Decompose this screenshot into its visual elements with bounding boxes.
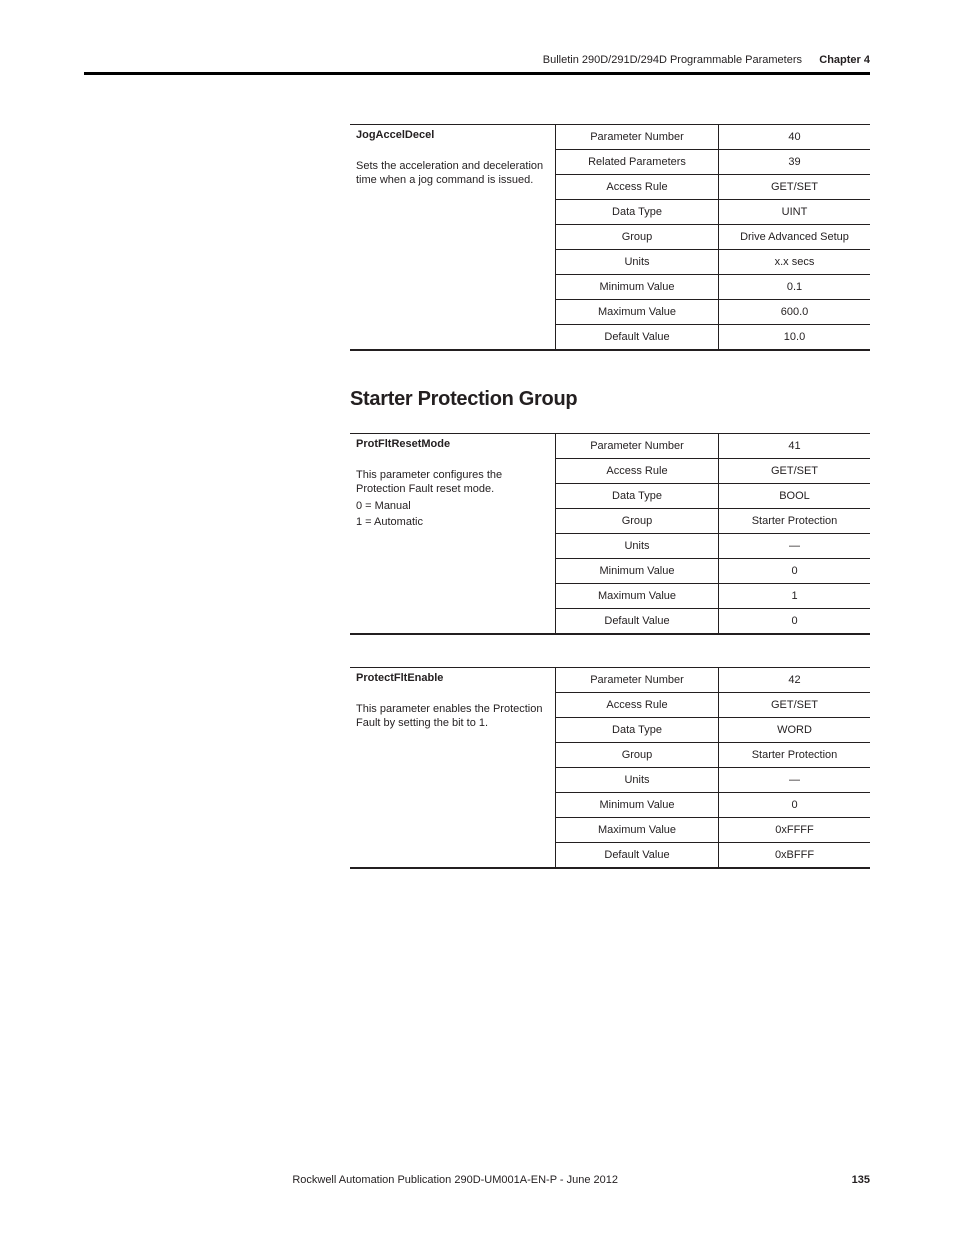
row-value: 42 bbox=[719, 668, 871, 693]
row-value: — bbox=[719, 534, 871, 559]
row-value: Starter Protection bbox=[719, 743, 871, 768]
param-table-protectfltenable bbox=[350, 667, 870, 869]
row-label: Parameter Number bbox=[556, 668, 719, 693]
row-label: Access Rule bbox=[556, 459, 719, 484]
row-label: Default Value bbox=[556, 325, 719, 351]
row-value: 10.0 bbox=[783, 331, 806, 343]
row-value: 0xBFFF bbox=[774, 849, 815, 861]
row-label: Minimum Value bbox=[556, 559, 719, 584]
row-value: GET/SET bbox=[719, 175, 871, 200]
row-label: Units bbox=[556, 768, 719, 793]
row-value: GET/SET bbox=[719, 693, 871, 718]
row-value: 1 bbox=[719, 584, 871, 609]
row-value: WORD bbox=[719, 718, 871, 743]
row-label: Units bbox=[556, 534, 719, 559]
row-value: 0 bbox=[719, 559, 871, 584]
row-value: BOOL bbox=[719, 484, 871, 509]
row-value: Starter Protection bbox=[719, 509, 871, 534]
row-value: 40 bbox=[719, 125, 871, 150]
param-description: This parameter configures the Protection Fault reset mode. bbox=[356, 469, 503, 495]
row-label: Group bbox=[556, 743, 719, 768]
param-description: This parameter enables the Protection Fault by setting the bit to 1. bbox=[356, 703, 543, 729]
row-value: GET/SET bbox=[719, 459, 871, 484]
row-value: 600.0 bbox=[719, 300, 871, 325]
page-number: 135 bbox=[851, 1174, 870, 1186]
row-label: Maximum Value bbox=[556, 818, 719, 843]
param-option: 0 = Manual bbox=[356, 500, 411, 512]
row-value: 0 bbox=[791, 615, 798, 627]
row-label: Parameter Number bbox=[556, 434, 719, 459]
param-table-protfltresetmode bbox=[350, 433, 870, 635]
row-label: Parameter Number bbox=[556, 125, 719, 150]
row-value: 41 bbox=[719, 434, 871, 459]
row-value: UINT bbox=[719, 200, 871, 225]
row-value: — bbox=[719, 768, 871, 793]
row-label: Data Type bbox=[556, 718, 719, 743]
row-label: Data Type bbox=[556, 484, 719, 509]
header-chapter: Chapter 4 bbox=[819, 54, 870, 66]
param-description: Sets the acceleration and deceleration time when a jog command is issued. bbox=[356, 160, 544, 186]
row-label: Group bbox=[556, 509, 719, 534]
row-value: 0xFFFF bbox=[719, 818, 871, 843]
row-label: Group bbox=[556, 225, 719, 250]
param-option: 1 = Automatic bbox=[356, 516, 423, 528]
row-label: Access Rule bbox=[556, 175, 719, 200]
row-value: x.x secs bbox=[719, 250, 871, 275]
row-label: Minimum Value bbox=[556, 275, 719, 300]
footer-publication: Rockwell Automation Publication 290D-UM001A-EN-P - June 2012 bbox=[292, 1174, 618, 1186]
row-label: Default Value bbox=[556, 843, 719, 869]
param-table-jogacceldecel bbox=[350, 124, 870, 351]
row-label: Maximum Value bbox=[556, 584, 719, 609]
row-label: Related Parameters bbox=[556, 150, 719, 175]
row-value: 0 bbox=[719, 793, 871, 818]
page-header bbox=[84, 50, 870, 75]
param-name: JogAccelDecel bbox=[356, 129, 435, 141]
param-description-cell bbox=[350, 434, 556, 635]
param-name: ProtectFltEnable bbox=[356, 672, 444, 684]
section-title: Starter Protection Group bbox=[350, 388, 578, 410]
param-name: ProtFltResetMode bbox=[356, 438, 451, 450]
row-label: Maximum Value bbox=[556, 300, 719, 325]
row-label: Data Type bbox=[556, 200, 719, 225]
param-description-cell bbox=[350, 668, 556, 869]
row-label: Units bbox=[556, 250, 719, 275]
param-description-cell bbox=[350, 125, 556, 351]
row-label: Access Rule bbox=[556, 693, 719, 718]
row-value: 39 bbox=[719, 150, 871, 175]
row-value: Drive Advanced Setup bbox=[719, 225, 871, 250]
row-label: Default Value bbox=[556, 609, 719, 635]
row-label: Minimum Value bbox=[556, 793, 719, 818]
header-title: Bulletin 290D/291D/294D Programmable Parameters bbox=[542, 54, 802, 66]
row-value: 0.1 bbox=[719, 275, 871, 300]
